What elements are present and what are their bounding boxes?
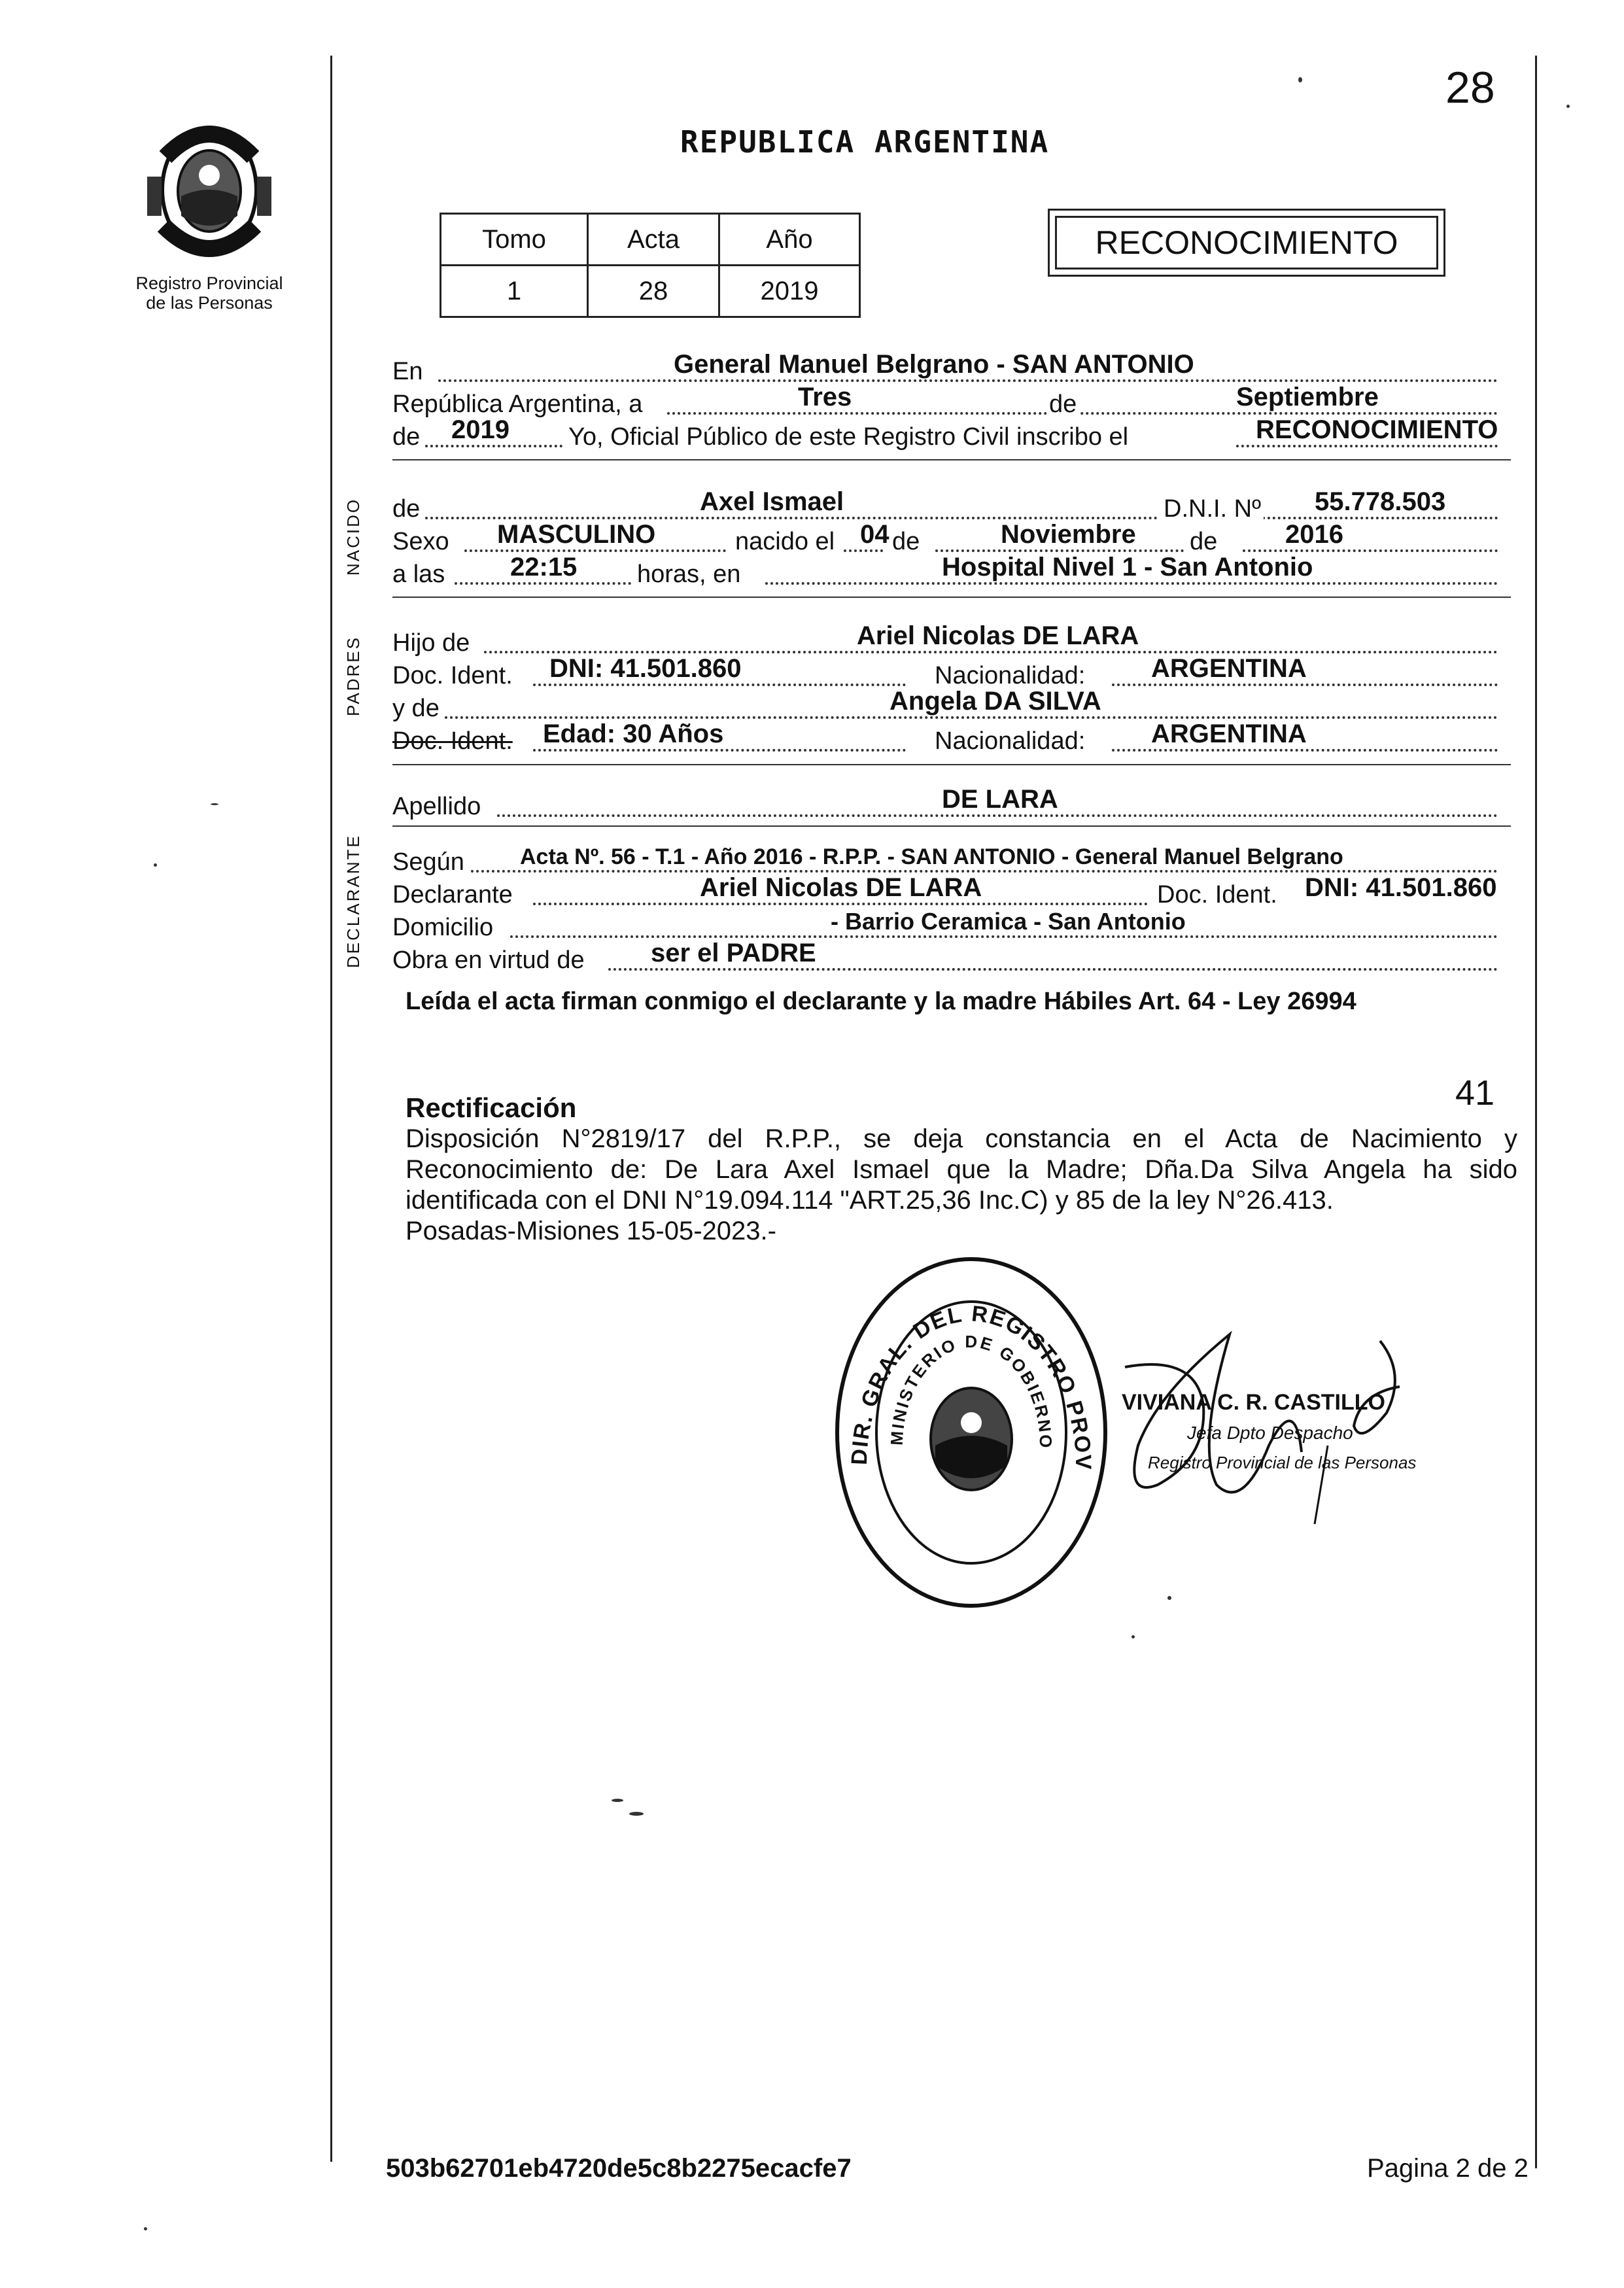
sexo-value: MASCULINO — [497, 520, 656, 549]
anio-nacimiento-value: 2016 — [1285, 520, 1343, 549]
country-title: REPUBLICA ARGENTINA — [680, 124, 1050, 160]
year-prefix-label: de — [392, 423, 423, 451]
hijo-de-label: Hijo de — [392, 629, 472, 657]
nombre-value: Axel Ismael — [700, 487, 844, 516]
acta-header: Acta — [588, 214, 719, 266]
row-obra-virtud — [392, 939, 1498, 975]
row-madre-doc — [392, 719, 1498, 755]
scan-speck — [629, 1812, 644, 1816]
hora-value: 22:15 — [510, 553, 578, 581]
row-lugar-inscripcion — [392, 350, 1498, 386]
row-declarante — [392, 873, 1498, 909]
padre-nacionalidad-label: Nacionalidad: — [932, 662, 1088, 690]
padre-doc-label: Doc. Ident. — [392, 662, 515, 690]
nombre-prefix-label: de — [392, 495, 423, 523]
rectificacion-line-1: Disposición N°2819/17 del R.P.P., se deja constancia en el Acta de Nacimiento y — [406, 1124, 1517, 1153]
obra-value: ser el PADRE — [651, 939, 816, 967]
dni-label: D.N.I. Nº — [1161, 495, 1264, 523]
separator-2 — [392, 597, 1511, 598]
signer-name: VIVIANA C. R. CASTILLO — [1122, 1390, 1385, 1415]
declarante-value: Ariel Nicolas DE LARA — [700, 873, 982, 902]
lugar-inscripcion-value: General Manuel Belgrano - SAN ANTONIO — [674, 350, 1194, 379]
registry-name-line2: de las Personas — [146, 293, 273, 313]
anio-value: 2019 — [719, 266, 860, 317]
madre-doc-label-struck: Doc. Ident. — [392, 727, 515, 755]
scan-speck — [1132, 1635, 1135, 1638]
lugar-nacimiento-value: Hospital Nivel 1 - San Antonio — [942, 553, 1313, 581]
tomo-header: Tomo — [441, 214, 588, 266]
apellido-value: DE LARA — [942, 785, 1058, 814]
handwritten-signature-icon — [1099, 1315, 1491, 1589]
horas-en-label: horas, en — [634, 561, 743, 589]
rectificacion-line-2: Reconocimiento de: De Lara Axel Ismael que la Madre; Dña.Da Silva Angela ha sido — [406, 1155, 1517, 1184]
rectificacion-number: 41 — [1455, 1073, 1495, 1113]
nacido-side-label: NACIDO — [343, 497, 363, 576]
mes-nacimiento-value: Noviembre — [1001, 520, 1136, 549]
obra-label: Obra en virtud de — [392, 946, 587, 975]
tomo-value: 1 — [441, 266, 588, 317]
de-label-3: de — [1187, 528, 1220, 556]
separator-3 — [392, 764, 1511, 765]
registry-name-line1: Registro Provincial — [135, 273, 283, 293]
seal-inner-text: MINISTERIO DE GOBIERNO — [886, 1331, 1056, 1450]
madre-nombre-value: Angela DA SILVA — [890, 687, 1101, 716]
scan-speck — [1298, 77, 1302, 82]
dni-value: 55.778.503 — [1315, 487, 1446, 516]
apellido-label: Apellido — [392, 793, 483, 821]
de-label-2: de — [890, 528, 922, 556]
oficial-text: Yo, Oficial Público de este Registro Civil inscribo el — [566, 423, 1131, 451]
madre-nacionalidad-label: Nacionalidad: — [932, 727, 1088, 755]
signer-role: Jefa Dpto Despacho — [1187, 1423, 1353, 1443]
rectificacion-line-4: Posadas-Misiones 15-05-2023.- — [406, 1217, 776, 1245]
row-nombre — [392, 487, 1498, 523]
right-margin-rule — [1535, 56, 1537, 2168]
dia-inscripcion-value: Tres — [798, 383, 852, 411]
domicilio-value: - Barrio Ceramica - San Antonio — [831, 908, 1186, 935]
registry-logo-block — [118, 118, 301, 313]
declarante-side-label: DECLARANTE — [343, 834, 363, 968]
row-apellido — [392, 785, 1498, 821]
de-label: de — [1046, 390, 1079, 419]
page-indicator: Pagina 2 de 2 — [1367, 2154, 1529, 2183]
madre-edad-value: Edad: 30 Años — [543, 719, 724, 748]
province-coat-of-arms-icon — [147, 118, 271, 268]
segun-value: Acta Nº. 56 - T.1 - Año 2016 - R.P.P. - SAN ANTONIO - General Manuel Belgrano — [520, 844, 1343, 869]
anio-header: Año — [719, 214, 860, 266]
row-padre — [392, 621, 1498, 657]
nacido-el-label: nacido el — [733, 528, 837, 556]
document-type-box: RECONOCIMIENTO — [1055, 216, 1438, 269]
official-signature — [1099, 1315, 1491, 1593]
tipo-inscripcion-value: RECONOCIMIENTO — [1256, 415, 1498, 444]
scan-speck — [154, 863, 157, 867]
sexo-label: Sexo — [392, 528, 452, 556]
row-segun — [392, 844, 1498, 876]
anio-inscripcion-value: 2019 — [451, 415, 510, 444]
row-anio-inscripcion — [392, 415, 1498, 451]
rectificacion-body — [406, 1124, 1517, 1247]
en-label: En — [392, 358, 425, 386]
separator-1 — [392, 459, 1511, 460]
row-domicilio — [392, 909, 1498, 942]
seal-ring-text: DIR. GRAL. DEL REGISTRO PROV — [846, 1301, 1096, 1471]
a-las-label: a las — [392, 561, 447, 589]
y-de-label: y de — [392, 695, 442, 723]
madre-nacionalidad-value: ARGENTINA — [1151, 719, 1307, 748]
row-madre — [392, 687, 1498, 723]
padre-nacionalidad-value: ARGENTINA — [1151, 654, 1307, 683]
row-sexo-nacimiento — [392, 520, 1498, 556]
signer-organization: Registro Provincial de las Personas — [1148, 1453, 1417, 1472]
legal-statement: Leída el acta firman conmigo el declarante y la madre Hábiles Art. 64 - Ley 26994 — [406, 988, 1356, 1015]
row-hora-lugar — [392, 553, 1498, 589]
republica-label: República Argentina, a — [392, 390, 645, 419]
declarante-label: Declarante — [392, 881, 515, 909]
official-seal — [827, 1249, 1115, 1619]
declarante-doc-label: Doc. Ident. — [1154, 881, 1280, 909]
scan-speck — [612, 1799, 623, 1802]
padre-doc-value: DNI: 41.501.860 — [549, 654, 742, 683]
declarante-doc-value: DNI: 41.501.860 — [1305, 873, 1497, 902]
dia-nacimiento-value: 04 — [860, 520, 890, 549]
acta-value: 28 — [588, 266, 719, 317]
page-number: 28 — [1445, 63, 1495, 113]
scan-speck — [1566, 105, 1570, 108]
mes-inscripcion-value: Septiembre — [1236, 383, 1379, 411]
volume-act-year-table — [440, 213, 861, 318]
rectificacion-line-3: identificada con el DNI N°19.094.114 "ART.25,36 Inc.C) y 85 de la ley N°26.413. — [406, 1186, 1334, 1215]
document-hash: 503b62701eb4720de5c8b2275ecacfe7 — [386, 2154, 852, 2183]
padre-nombre-value: Ariel Nicolas DE LARA — [857, 621, 1139, 650]
domicilio-label: Domicilio — [392, 914, 496, 942]
separator-4 — [392, 825, 1511, 827]
scan-speck — [211, 803, 218, 805]
padres-side-label: PADRES — [343, 636, 363, 716]
row-fecha-inscripcion — [392, 383, 1498, 419]
scan-speck — [144, 2227, 147, 2230]
segun-label: Según — [392, 848, 467, 876]
rectificacion-title: Rectificación — [406, 1092, 577, 1123]
left-margin-rule — [330, 56, 332, 2162]
row-padre-doc — [392, 654, 1498, 690]
registry-seal-icon — [827, 1249, 1115, 1616]
scan-speck — [1167, 1596, 1171, 1600]
